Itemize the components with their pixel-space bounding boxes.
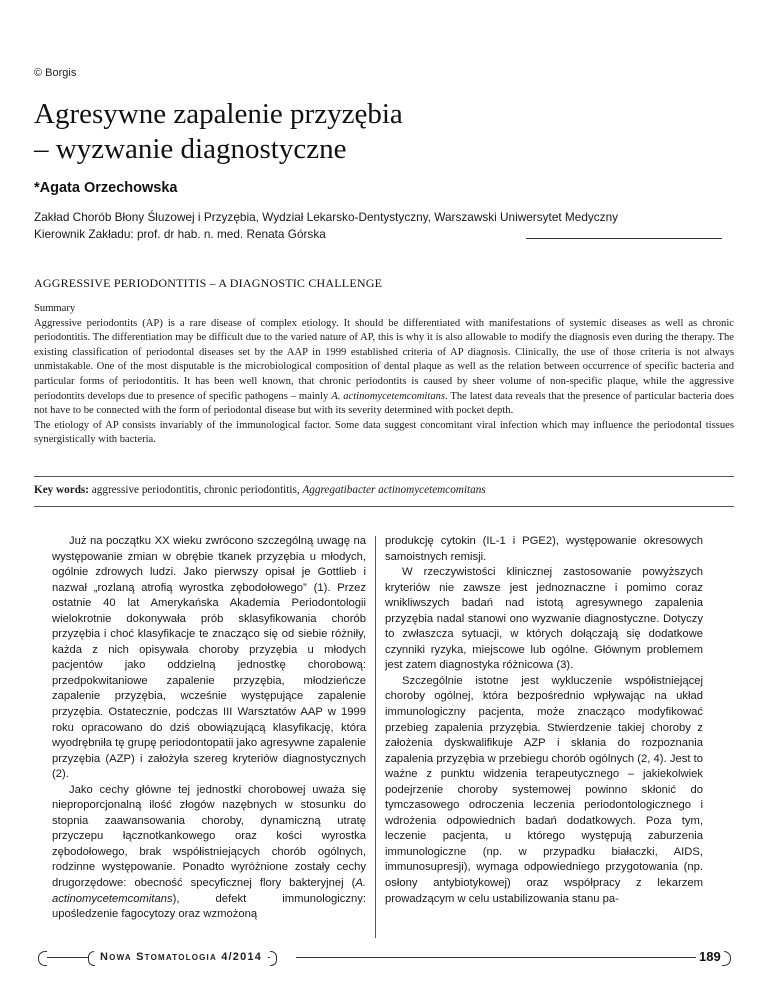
journal-name: Nowa Stomatologia 4/2014 xyxy=(94,951,268,963)
affiliation-divider xyxy=(526,238,722,239)
keywords-plain: aggressive periodontitis, chronic periodontitis, xyxy=(91,484,300,496)
body-text: Jako cechy główne tej jednostki chorobowej uważa się nieproporcjonalną ilość złogów nazębnych w stosunku do stopnia zaawansowania choroby, dynamiczną utratę przyczepu łącznotkankowego oraz kości wyrostka zębodołowego, brak współistniejących chorób ogólnych, rodzinne występowanie. Ponadto wyróżnione zostały cechy drugorzędowe: obecność specyficznej flory bakteryjnej ( xyxy=(52,783,366,890)
affiliation-line2: Kierownik Zakładu: prof. dr hab. n. med. Renata Górska xyxy=(34,227,326,241)
journal-bracket-end xyxy=(270,951,277,966)
body-paragraph: Szczególnie istotne jest wykluczenie współistniejącej choroby ogólnej, która bezpośrednio wpływając na układ immunologiczny pacjenta, może znacząco modyfikować przebieg zapalenia przyzębia. Stwierdzenie takiej choroby z założenia dyskwalifikuje AZP i skłania do rozpoznania zapalenia przyzębia w przebiegu chorób ogólnych (2, 4). Jest to ważne z punktu widzenia terapeutycznego – jakiekolwiek podejrzenie choroby systemowej powinno skłonić do tymczasowego odroczenia leczenia periodontologicznego i wdrożenia odpowiednich badań dodatkowych. Poza tym, leczenie pacjenta, u którego występują zaburzenia immunologiczne (np. w przypadku białaczki, AIDS, immunosupresji), wymaga odpowiedniego przygotowania (np. osłony antybiotykowej) oraz współpracy z lekarzem prowadzącym w celu ustabilizowania stanu pa- xyxy=(385,674,703,905)
body-paragraph: W rzeczywistości klinicznej zastosowanie powyższych kryteriów nie zawsze jest jednoznaczne i pomimo coraz wnikliwszych badań nad istotą agresywnego zapalenia przyzębia nadal stanowi ono wyzwanie diagnostyczne. Dotyczy to zwłaszcza sytuacji, w których dołączają się dodatkowe czynniki ryzyka, miejscowe lub ogólne. Głównym problemem jest zatem diagnostyka różnicowa (3). xyxy=(385,566,703,672)
summary-label: Summary xyxy=(34,303,76,314)
article-title-line1: Agresywne zapalenie przyzębia xyxy=(34,98,403,130)
abstract-summary xyxy=(34,302,734,448)
page-number: 189 xyxy=(696,949,724,964)
copyright-notice: © Borgis xyxy=(34,67,77,79)
keywords xyxy=(34,484,734,496)
article-title-line2: – wyzwanie diagnostyczne xyxy=(34,133,347,165)
body-paragraph xyxy=(52,783,366,923)
article-title xyxy=(34,97,734,167)
body-column-left xyxy=(52,534,366,923)
summary-paragraph-1 xyxy=(34,317,734,419)
summary-text: Aggressive periodontits (AP) is a rare disease of complex etiology. It should be differentiated with manifestations of systemic diseases as well as chronic periodontitis. The differentiation may be difficult due to the varied nature of AP, this is why it is also allowable to modify the diagnosis even during the therapy. The existing classification of periodontal diseases set by the AAP in 1999 established criteria of AP diagnosis. Clinically, the use of those criteria is not always unmistakable. One of the most disputable is the microbiological composition of dental plaque as well as the relation between occurrence of specific bacteria and particular forms of periodontitis. It has been well known, that chronic periodontits is caused by sheer volume of non-specific plaque, while the aggressive periodontits develops due to presence of specific pathogens – mainly xyxy=(34,317,734,402)
body-paragraph: produkcję cytokin (IL-1 i PGE2), występowanie okresowych samoistnych remisji. xyxy=(385,535,703,563)
affiliation-line1: Zakład Chorób Błony Śluzowej i Przyzębia, Wydział Lekarsko-Dentystyczny, Warszawski Uniwersytet Medyczny xyxy=(34,210,619,224)
keywords-italic: Aggregatibacter actinomycetemcomitans xyxy=(302,484,486,496)
keywords-label: Key words: xyxy=(34,484,89,496)
keywords-bottom-rule xyxy=(34,506,734,507)
keywords-top-rule xyxy=(34,476,734,477)
english-title: AGGRESSIVE PERIODONTITIS – A DIAGNOSTIC CHALLENGE xyxy=(34,276,383,290)
body-paragraph: Już na początku XX wieku zwrócono szczególną uwagę na występowanie zmian w obrębie tkanek przyzębia u młodych, ogólnie zdrowych ludzi. Jako pierwszy opisał je Gottlieb i nazwał „rozlaną atrofią wyrostka zębodołowego” (1). Przez ostatnie 40 lat Amerykańska Akademia Periodontologii wielokrotnie dokonywała prób sklasyfikowania chorób przyzębia i choć klasyfikacje te znacząco się od siebie różniły, każda z nich opisywała choroby przyzębia u młodych pacjentów jako oddzielną jednostkę chorobową: przedpokwitaniowe zapalenie przyzębia, młodzieńcze zapalenie przyzębia, wcześnie występujące zapalenie przyzębia. Ostatecznie, podczas III Warsztatów AAP w 1999 roku opracowano do dziś obowiązującą klasyfikację, która wyodrębniła tę grupę periodontopatii jako agresywne zapalenie przyzębia (AZP) i założyła szereg kryteriów diagnostycznych (2). xyxy=(52,535,366,781)
body-text: ), defekt immunologiczny: upośledzenie fagocytozy oraz wzmożoną xyxy=(52,892,366,921)
species-name: A. actinomycetemcomitans xyxy=(52,877,366,905)
column-divider xyxy=(375,536,376,938)
footer-right-bar xyxy=(296,957,729,958)
summary-text-end: . The latest data reveals that the presence of particular bacteria does not have to be connected with the form of periodontal disease but with its severity determined with pocket depth. xyxy=(34,390,734,417)
summary-paragraph-2: The etiology of AP consists invariably of the immunological factor. Some data suggest concomitant viral infection which may influence the periodontal tissues synergistically with bacteria. xyxy=(34,419,734,446)
author-name: *Agata Orzechowska xyxy=(34,180,178,196)
body-column-right xyxy=(385,534,703,907)
species-name: A. actinomycetemcomitans xyxy=(331,390,446,402)
